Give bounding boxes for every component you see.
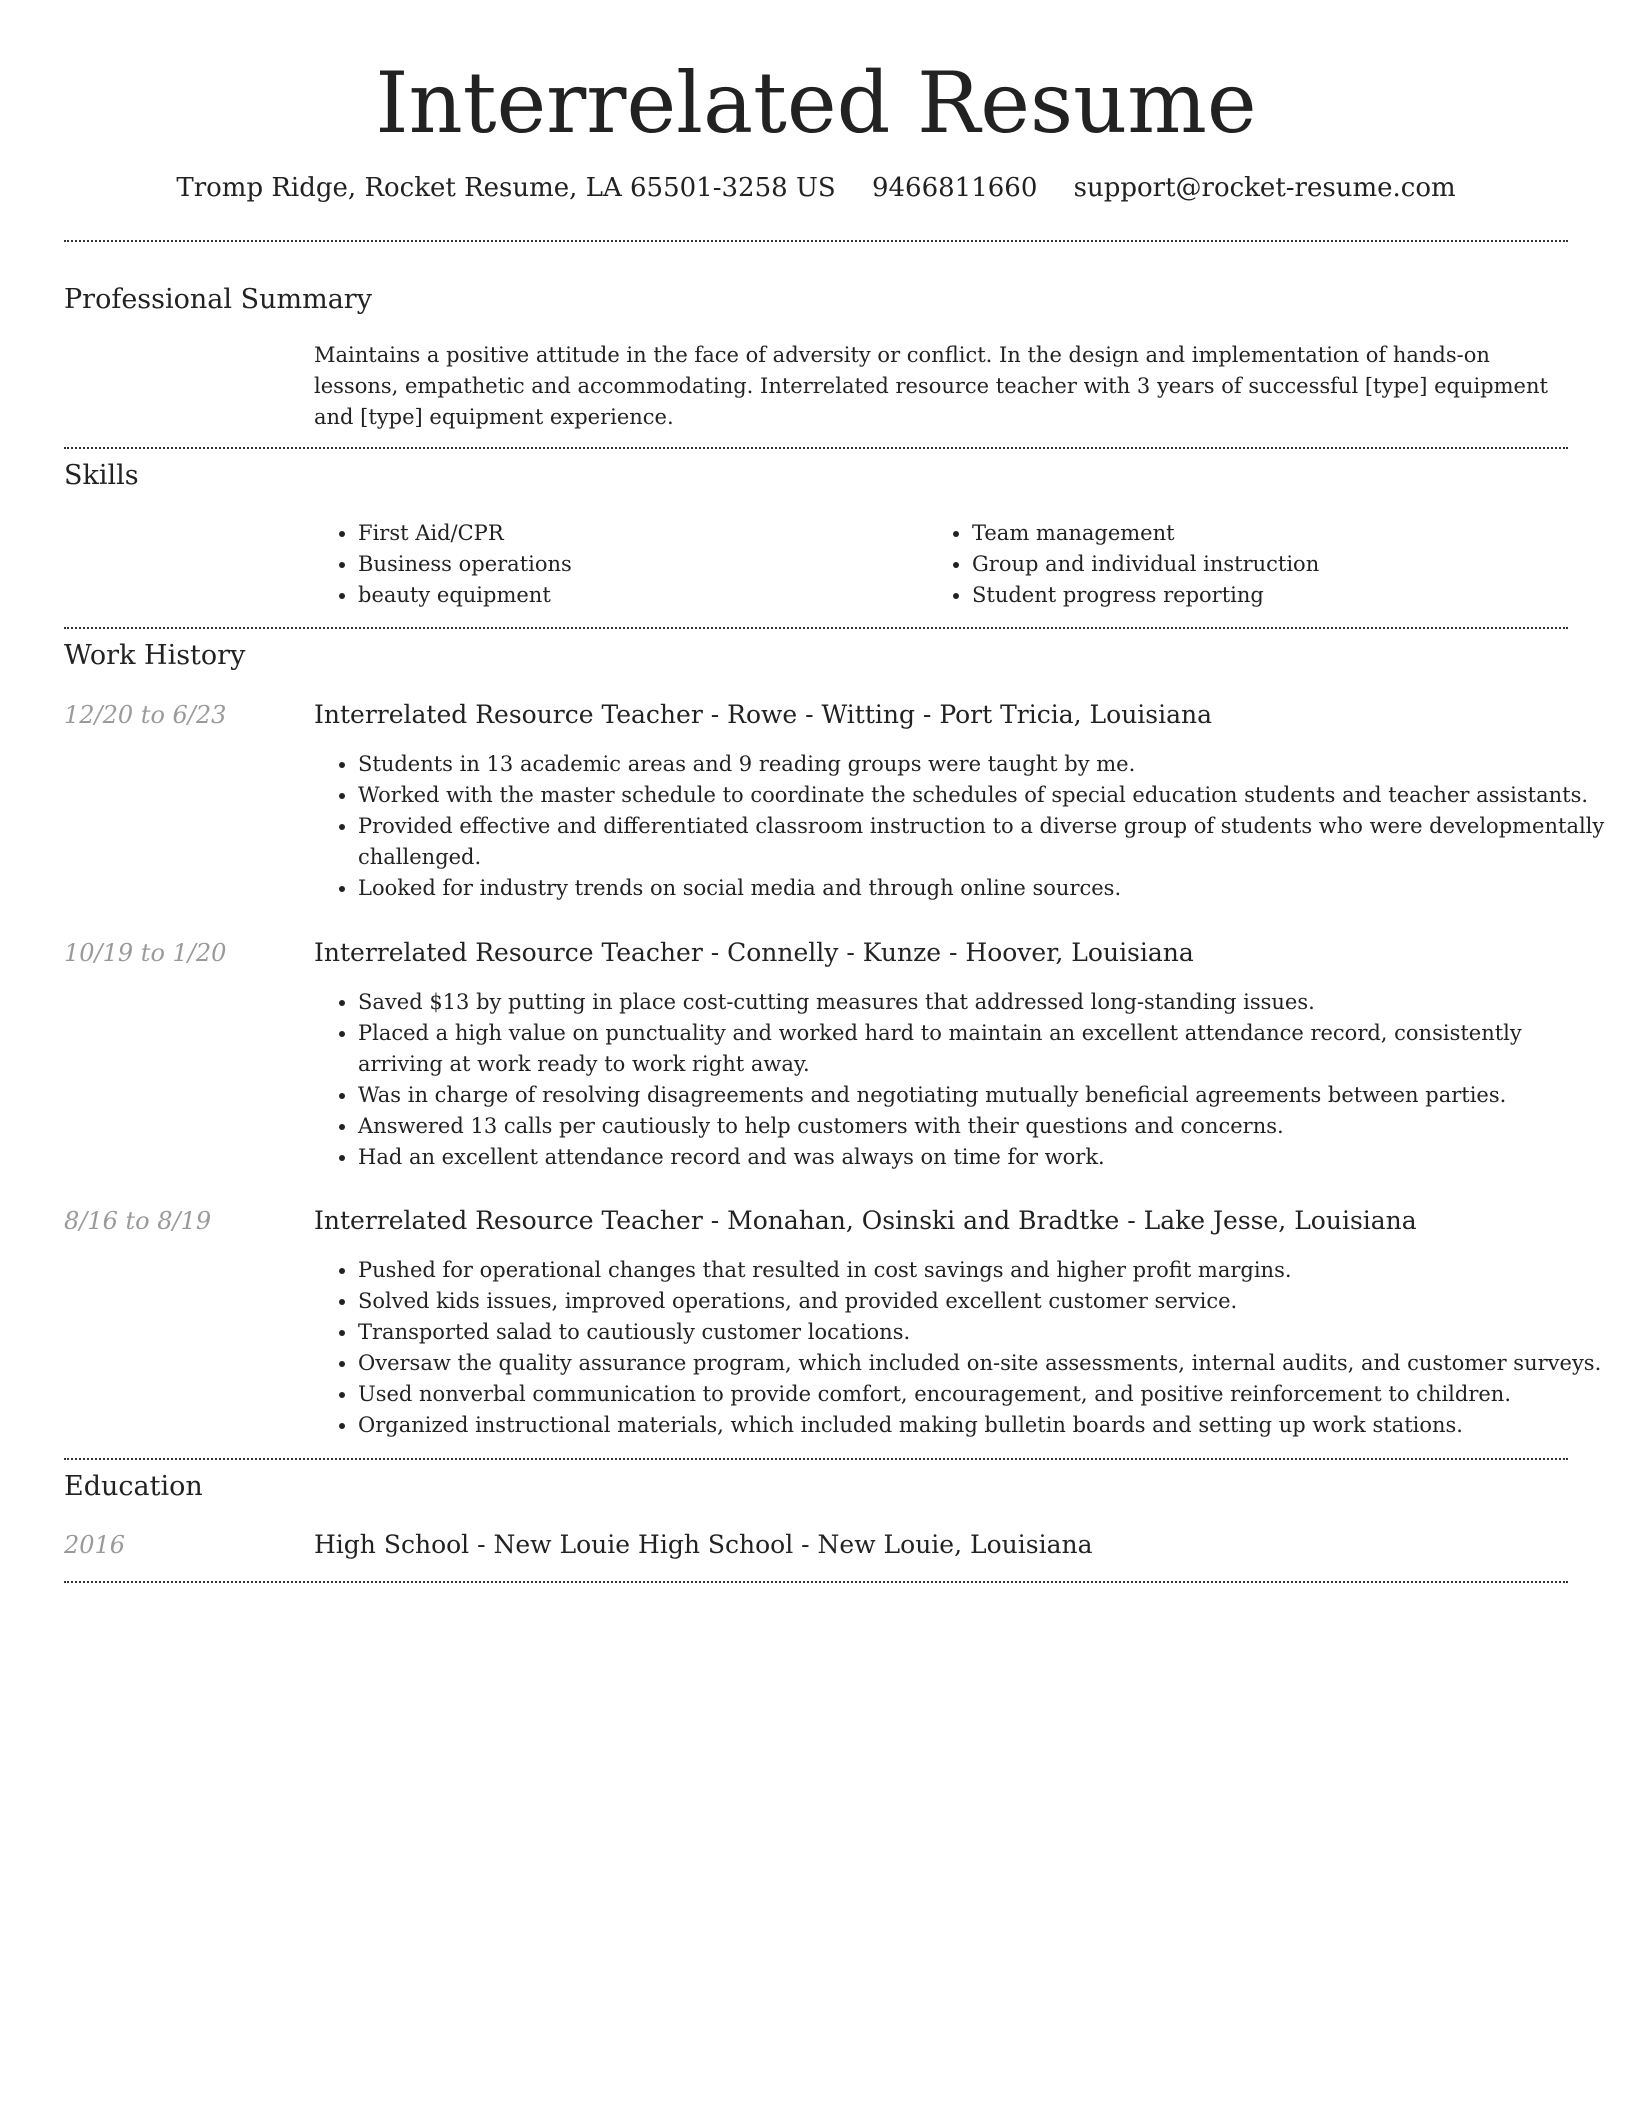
- job-heading: Interrelated Resource Teacher - Connelly - Kunze - Hoover, Louisiana: [314, 938, 1194, 967]
- job-bullet: • Oversaw the quality assurance program, which included on-site assessments, internal audits, and customer surveys.: [358, 1348, 1608, 1379]
- divider: [64, 1581, 1568, 1583]
- job-bullet: • Looked for industry trends on social media and through online sources.: [358, 873, 1608, 904]
- job-bullets: [314, 987, 1608, 1173]
- section-title-education: Education: [64, 1471, 203, 1502]
- education-heading: High School - New Louie High School - New Louie, Louisiana: [314, 1530, 1093, 1559]
- job-dates: 10/19 to 1/20: [64, 939, 227, 967]
- job-dates: 12/20 to 6/23: [64, 701, 227, 729]
- contact-email: support@rocket-resume.com: [1073, 173, 1456, 203]
- divider: [64, 1458, 1568, 1460]
- contact-address: Tromp Ridge, Rocket Resume, LA 65501-3258 US: [176, 173, 836, 203]
- job-bullet: • Worked with the master schedule to coordinate the schedules of special education students and teacher assistants.: [358, 780, 1608, 811]
- job-heading: Interrelated Resource Teacher - Monahan, Osinski and Bradtke - Lake Jesse, Louisiana: [314, 1206, 1417, 1235]
- skills-list-left: [314, 518, 918, 611]
- job-bullet: • Placed a high value on punctuality and worked hard to maintain an excellent attendance record, consistently arriving at work ready to work right away.: [358, 1018, 1608, 1080]
- contact-line: [0, 170, 1632, 206]
- divider: [64, 240, 1568, 242]
- divider: [64, 447, 1568, 449]
- skill-item: • First Aid/CPR: [358, 518, 918, 549]
- job-bullet: • Was in charge of resolving disagreements and negotiating mutually beneficial agreements between parties.: [358, 1080, 1608, 1111]
- job-bullet: • Saved $13 by putting in place cost-cutting measures that addressed long-standing issues.: [358, 987, 1608, 1018]
- job-dates: 8/16 to 8/19: [64, 1207, 212, 1235]
- skill-item: • Group and individual instruction: [972, 549, 1572, 580]
- resume-name: Interrelated Resume: [375, 54, 1257, 152]
- summary-text: Maintains a positive attitude in the face of adversity or conflict. In the design and implementation of hands-on lessons, empathetic and accommodating. Interrelated resource teacher with 3 years of successful [type] equipment and [type] equipment experience.: [314, 343, 1548, 429]
- job-heading: Interrelated Resource Teacher - Rowe - Witting - Port Tricia, Louisiana: [314, 700, 1213, 729]
- divider: [64, 627, 1568, 629]
- skills-list-right: [928, 518, 1572, 611]
- job-bullet: • Had an excellent attendance record and was always on time for work.: [358, 1142, 1608, 1173]
- job-bullet: • Provided effective and differentiated classroom instruction to a diverse group of students who were developmentally challenged.: [358, 811, 1608, 873]
- job-bullet: • Used nonverbal communication to provide comfort, encouragement, and positive reinforcement to children.: [358, 1379, 1608, 1410]
- job-bullet: • Students in 13 academic areas and 9 reading groups were taught by me.: [358, 749, 1608, 780]
- section-title-skills: Skills: [64, 460, 139, 491]
- job-bullet: • Transported salad to cautiously customer locations.: [358, 1317, 1608, 1348]
- job-bullet: • Answered 13 calls per cautiously to help customers with their questions and concerns.: [358, 1111, 1608, 1142]
- skill-item: • Team management: [972, 518, 1572, 549]
- education-year: 2016: [64, 1531, 126, 1559]
- section-title-summary: Professional Summary: [64, 284, 372, 315]
- job-bullet: • Organized instructional materials, which included making bulletin boards and setting up work stations.: [358, 1410, 1608, 1441]
- skill-item: • Business operations: [358, 549, 918, 580]
- skill-item: • Student progress reporting: [972, 580, 1572, 611]
- job-bullet: • Pushed for operational changes that resulted in cost savings and higher profit margins.: [358, 1255, 1608, 1286]
- job-bullets: [314, 1255, 1608, 1441]
- job-bullets: [314, 749, 1608, 904]
- contact-phone: 9466811660: [871, 173, 1038, 203]
- section-title-work-history: Work History: [64, 640, 246, 671]
- job-bullet: • Solved kids issues, improved operations, and provided excellent customer service.: [358, 1286, 1608, 1317]
- skill-item: • beauty equipment: [358, 580, 918, 611]
